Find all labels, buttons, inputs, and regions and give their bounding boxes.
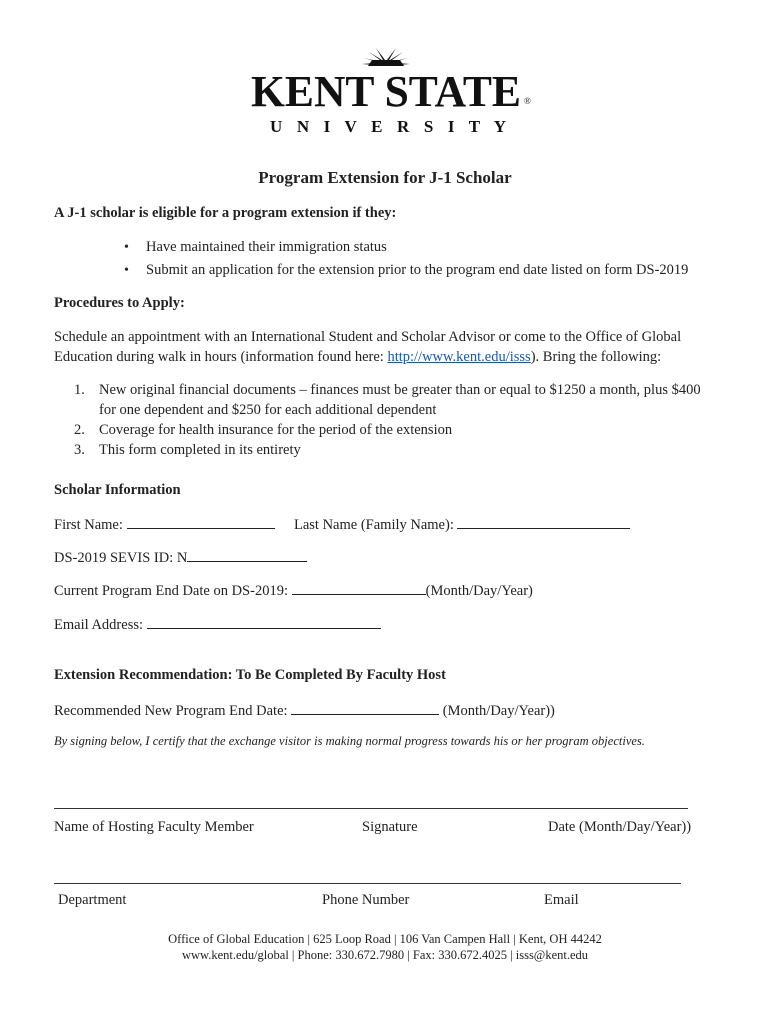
sevis-id-blank[interactable] bbox=[187, 547, 307, 562]
list-item: • Have maintained their immigration status bbox=[122, 236, 688, 259]
last-name-blank[interactable] bbox=[457, 514, 630, 529]
scholar-heading: Scholar Information bbox=[54, 482, 181, 498]
isss-link[interactable]: http://www.kent.edu/isss bbox=[387, 349, 531, 365]
footer-address: Office of Global Education | 625 Loop Road | 106 Van Campen Hall | Kent, OH 44242 bbox=[168, 932, 602, 946]
certification-statement: By signing below, I certify that the exchange visitor is making normal progress towards his or her program objectives. bbox=[54, 734, 645, 748]
procedures-list bbox=[54, 380, 714, 460]
new-end-date-field[interactable]: Recommended New Program End Date: (Month/Day/Year)) bbox=[54, 700, 555, 721]
faculty-name-label: Name of Hosting Faculty Member bbox=[54, 819, 254, 835]
recommendation-heading: Extension Recommendation: To Be Completed By Faculty Host bbox=[54, 667, 446, 683]
logo-wordmark: KENT STATE bbox=[251, 67, 521, 116]
email-field[interactable]: Email Address: bbox=[54, 614, 381, 635]
signature-line[interactable] bbox=[54, 808, 688, 809]
email-label: Email bbox=[544, 892, 579, 908]
svg-text:®: ® bbox=[524, 96, 531, 106]
department-line[interactable] bbox=[54, 883, 681, 884]
signature-label: Signature bbox=[362, 819, 418, 835]
department-label: Department bbox=[58, 892, 127, 908]
current-end-date-blank[interactable] bbox=[292, 580, 426, 595]
eligibility-heading: A J-1 scholar is eligible for a program extension if they: bbox=[54, 205, 397, 221]
list-item: • Submit an application for the extension prior to the program end date listed on form DS-2019 bbox=[122, 259, 688, 282]
sevis-id-field[interactable]: DS-2019 SEVIS ID: N bbox=[54, 547, 307, 568]
first-name-field[interactable]: First Name: bbox=[54, 514, 275, 535]
first-name-blank[interactable] bbox=[127, 514, 275, 529]
new-end-date-blank[interactable] bbox=[291, 700, 439, 715]
eligibility-list bbox=[122, 236, 688, 282]
page-title: Program Extension for J-1 Scholar bbox=[258, 168, 512, 187]
kent-state-logo bbox=[240, 44, 530, 136]
footer bbox=[0, 931, 770, 963]
list-item: 1. New original financial documents – finances must be greater than or equal to $1250 a month, plus $400 for one dependent and $250 for each additional dependent bbox=[74, 382, 701, 418]
current-end-date-field[interactable]: Current Program End Date on DS-2019: (Month/Day/Year) bbox=[54, 580, 533, 601]
list-item: 2. Coverage for health insurance for the period of the extension bbox=[74, 422, 453, 438]
last-name-field[interactable]: Last Name (Family Name): bbox=[294, 514, 630, 535]
procedures-heading: Procedures to Apply: bbox=[54, 295, 185, 311]
logo-university: U N I V E R S I T Y bbox=[270, 117, 506, 136]
flame-icon bbox=[240, 44, 530, 136]
phone-label: Phone Number bbox=[322, 892, 410, 908]
list-item: 3. This form completed in its entirety bbox=[74, 442, 301, 458]
email-blank[interactable] bbox=[147, 614, 381, 629]
procedures-paragraph: Schedule an appointment with an International Student and Scholar Advisor or come to the Office of Global Education during walk in hours (information found here: http://www.kent.edu/isss). Bring the following: bbox=[54, 329, 682, 365]
footer-contact: www.kent.edu/global | Phone: 330.672.7980 | Fax: 330.672.4025 | isss@kent.edu bbox=[181, 948, 589, 962]
date-label: Date (Month/Day/Year)) bbox=[548, 819, 692, 835]
